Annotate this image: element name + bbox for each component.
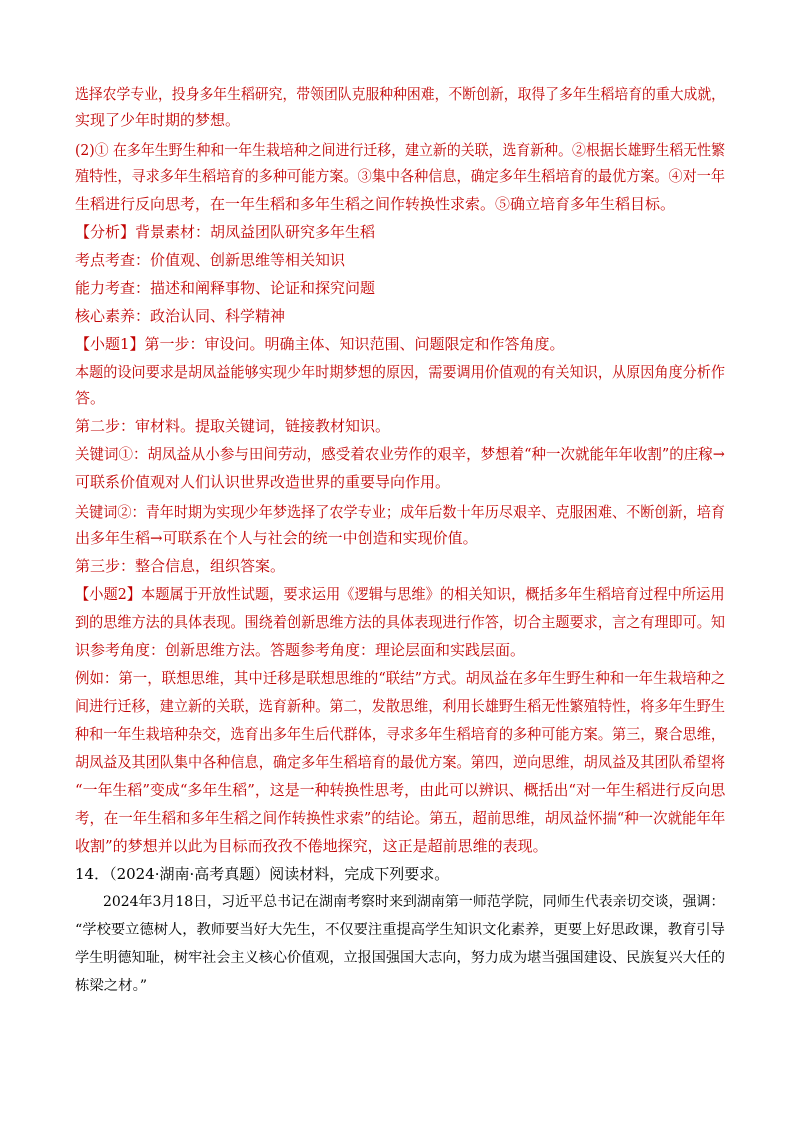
- text-line: (2)① 在多年生野生种和一年生栽培种之间进行迁移，建立新的关联，选育新种。②根据长雄野生稻无性繁: [75, 141, 725, 159]
- text-line: 考，在一年生稻和多年生稻之间作转换性求索”的结论。第五，超前思维，胡凤益怀揣“种一次就能年年: [75, 809, 726, 827]
- text-line: 选择农学专业，投身多年生稻研究，带领团队克服种种困难，不断创新，取得了多年生稻培育的重大成就，: [75, 85, 726, 103]
- text-line: 能力考查：描述和阐释事物、论证和探究问题: [75, 279, 376, 297]
- text-line: 14．（2024·湖南·高考真题）阅读材料，完成下列要求。: [75, 865, 450, 883]
- text-line: 第二步：审材料。提取关键词，链接教材知识。: [75, 417, 391, 435]
- text-line: 可联系价值观对人们认识世界改造世界的重要导向作用。: [75, 473, 451, 491]
- text-line: 关键词②：青年时期为实现少年梦选择了农学专业；成年后数十年历尽艰辛、克服困难、不断创新，培育: [75, 503, 725, 521]
- text-line: 关键词①：胡凤益从小参与田间劳动，感受着农业劳作的艰辛，梦想着“种一次就能年年收割”的庄稼→: [75, 445, 725, 463]
- text-line: 考点考查：价值观、创新思维等相关知识: [75, 251, 346, 269]
- text-line: 核心素养：政治认同、科学精神: [75, 307, 286, 325]
- text-line: 胡凤益及其团队集中各种信息，确定多年生稻培育的最优方案。第四，逆向思维，胡凤益及其团队希望将: [75, 753, 725, 771]
- text-line: 【小题2】本题属于开放性试题，要求运用《逻辑与思维》的相关知识，概括多年生稻培育过程中所运用: [75, 585, 725, 603]
- text-line: 例如：第一，联想思维，其中迁移是联想思维的“联结”方式。胡凤益在多年生野生种和一年生栽培种之: [75, 669, 726, 687]
- text-line: 本题的设问要求是胡凤益能够实现少年时期梦想的原因，需要调用价值观的有关知识，从原因角度分析作: [75, 363, 725, 381]
- text-line: 种和一年生栽培种杂交，选育出多年生后代群体，寻求多年生稻培育的多种可能方案。第三，聚合思维，: [75, 725, 725, 743]
- text-line: 【小题1】第一步：审设问。明确主体、知识范围、问题限定和作答角度。: [75, 335, 565, 353]
- text-line: 【分析】背景素材：胡凤益团队研究多年生稻: [75, 223, 376, 241]
- text-line: 收割”的梦想并以此为目标而孜孜不倦地探究，这正是超前思维的表现。: [75, 837, 548, 855]
- text-line: 第三步：整合信息，组织答案。: [75, 557, 286, 575]
- text-line: “学校要立德树人，教师要当好大先生，不仅要注重提高学生知识文化素养，更要上好思政课，教育引导: [75, 922, 725, 938]
- text-line: 栋梁之材。”: [75, 978, 148, 994]
- text-line: 出多年生稻→可联系在个人与社会的统一中创造和实现价值。: [75, 529, 478, 547]
- text-line: 生稻进行反向思考，在一年生稻和多年生稻之间作转换性求索。⑤确立培育多年生稻目标。: [75, 195, 676, 213]
- text-line: 实现了少年时期的梦想。: [75, 111, 241, 129]
- text-line: “一年生稻”变成“多年生稻”，这是一种转换性思考，由此可以辨识、概括出“对一年生稻进行反向思: [75, 781, 726, 799]
- text-line: 识参考角度：创新思维方法。答题参考角度：理论层面和实践层面。: [75, 641, 526, 659]
- text-line: 殖特性，寻求多年生稻培育的多种可能方案。③集中各种信息，确定多年生稻培育的最优方案。④对一年: [75, 167, 725, 185]
- text-line: 答。: [75, 389, 106, 407]
- text-line: 到的思维方法的具体表现。围绕着创新思维方法的具体表现进行作答，切合主题要求，言之有理即可。知: [75, 613, 725, 631]
- text-line: 学生明德知耻，树牢社会主义核心价值观，立报国强国大志向，努力成为堪当强国建设、民族复兴大任的: [75, 950, 726, 966]
- text-line: 间进行迁移，建立新的关联，选育新种。第二，发散思维，利用长雄野生稻无性繁殖特性，将多年生野生: [75, 697, 725, 715]
- text-line: 2024年3月18日，习近平总书记在湖南考察时来到湖南第一师范学院，同师生代表亲切交谈，强调：: [75, 894, 725, 910]
